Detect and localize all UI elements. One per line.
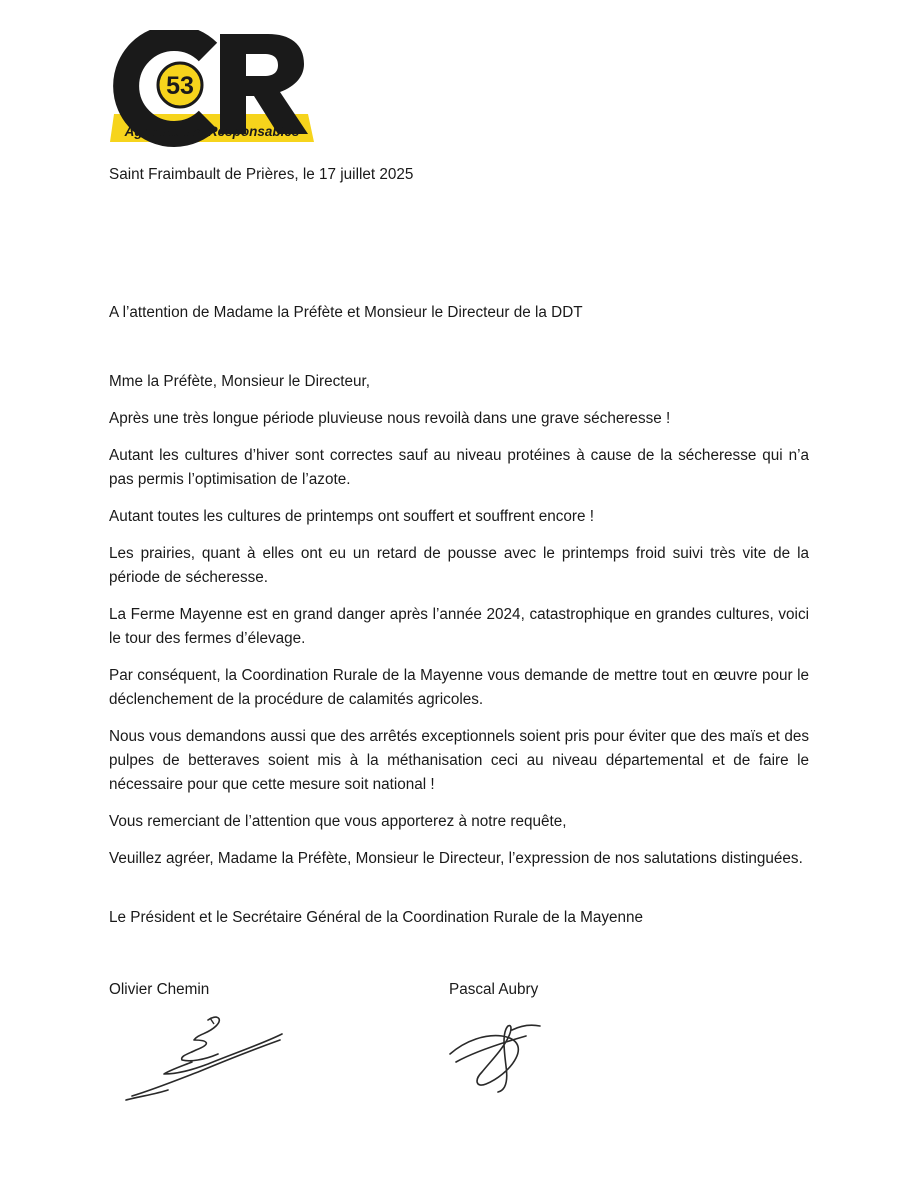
paragraph: Par conséquent, la Coordination Rurale de la Mayenne vous demande de mettre tout en œuvre pour le déclenchement de la procédure de calamités agricoles. [109,667,809,708]
signer-name-right: Pascal Aubry [449,981,539,998]
signature-left-image [112,1010,287,1110]
closing-formula: Veuillez agréer, Madame la Préfète, Monsieur le Directeur, l’expression de nos salutations distinguées. [109,850,803,867]
paragraph: Autant les cultures d’hiver sont correctes sauf au niveau protéines à cause de la sécheresse qui n’a pas permis l’optimisation de l’azote. [109,447,809,488]
letter-paragraphs [109,370,809,884]
paragraph: Vous remerciant de l’attention que vous apporterez à notre requête, [109,813,567,830]
handwritten-signature-icon [112,1010,287,1105]
paragraph: Nous vous demandons aussi que des arrêtés exceptionnels soient pris pour éviter que des maïs et des pulpes de betteraves soient mis à la méthanisation ceci au niveau départemental et de faire le nécessaire pour que cette mesure soit national ! [109,728,809,793]
paragraph: Après une très longue période pluvieuse nous revoilà dans une grave sécheresse ! [109,410,671,427]
organization-logo [108,30,318,148]
signer-name-left: Olivier Chemin [109,981,210,998]
paragraph: Autant toutes les cultures de printemps ont souffert et souffrent encore ! [109,508,594,525]
place-and-date: Saint Fraimbault de Prières, le 17 juillet 2025 [109,166,414,183]
addressee-line: A l’attention de Madame la Préfète et Monsieur le Directeur de la DDT [109,304,583,321]
handwritten-signature-icon [446,1010,556,1100]
salutation: Mme la Préfète, Monsieur le Directeur, [109,373,370,390]
paragraph: La Ferme Mayenne est en grand danger après l’année 2024, catastrophique en grandes cultures, voici le tour des fermes d’élevage. [109,606,809,647]
paragraph: Les prairies, quant à elles ont eu un retard de pousse avec le printemps froid suivi très vite de la période de sécheresse. [109,545,809,586]
logo-number: 53 [166,72,194,100]
cr53-logo-graphic [108,30,318,148]
signature-organization: Le Président et le Secrétaire Général de la Coordination Rurale de la Mayenne [109,909,644,926]
logo-tagline: Agriculteurs Responsables [124,124,300,139]
signature-right-image [446,1010,556,1105]
